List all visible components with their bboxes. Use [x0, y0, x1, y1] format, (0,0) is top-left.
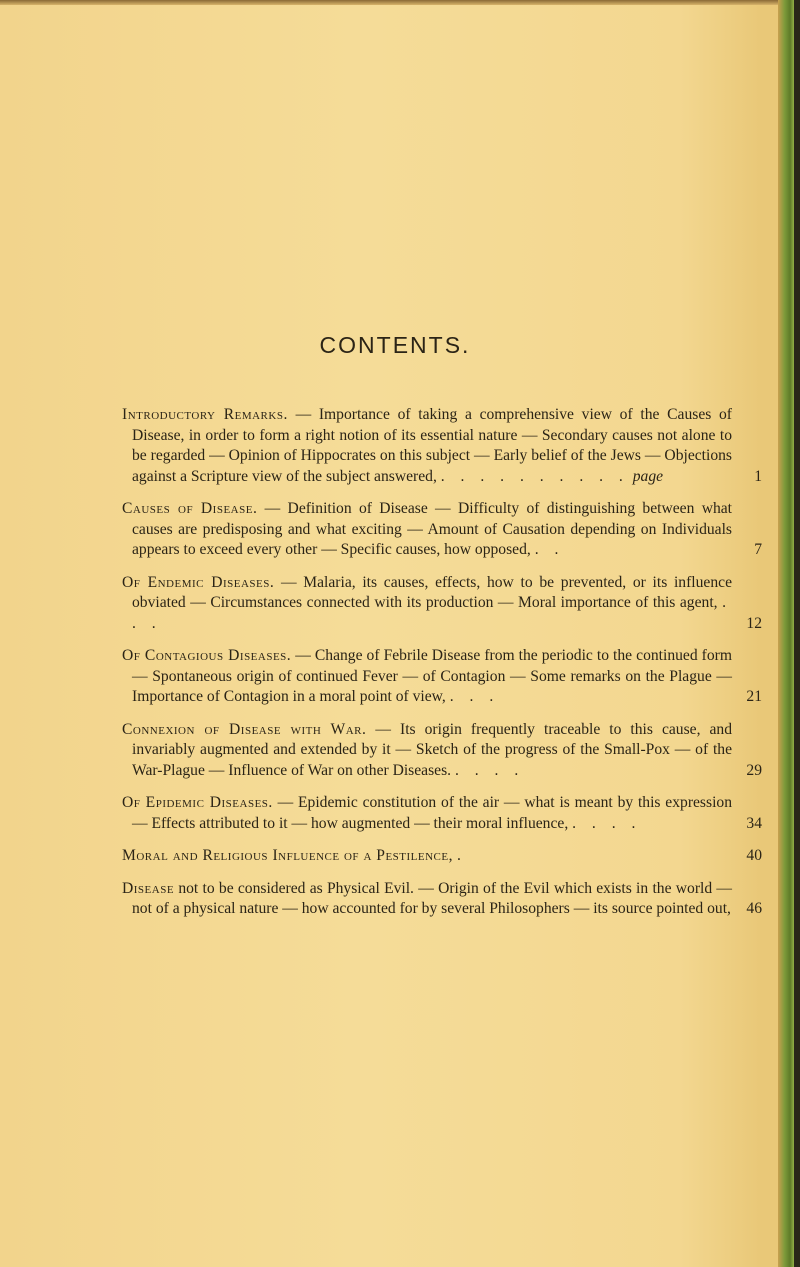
entry-page-number: 34: [746, 814, 762, 832]
entry-page-number: 12: [746, 614, 762, 632]
page-label: page: [632, 467, 664, 485]
entry-page-number: 7: [754, 541, 762, 558]
entry-text: — Importance of taking a comprehensive view of the Causes of Disease, in order to form a right notion of its essential nature — Secondary causes not alone to be regarded — Opinion of Hippocrates on this subject — Early belief of the Jews — Objections against a Scripture view of the subject answered,: [132, 406, 733, 485]
leader-dots: . . . .: [454, 761, 525, 779]
entry-text: — Change of Febrile Disease from the periodic to the continued form — Spontaneous origin of continued Fever — of Contagion — Some remarks on the Plague — Importance of Contagion in a moral point of view,: [132, 647, 732, 705]
entry-text: — Epidemic constitution of the air — what is meant by this expression — Effects attributed to it — how augmented — their moral influence,: [132, 794, 732, 832]
entry-heading: Connexion of Disease with War.: [122, 720, 367, 738]
contents-entry: [122, 793, 762, 834]
entry-heading: Of Contagious Diseases.: [122, 647, 292, 664]
entry-text: — Definition of Disease — Difficulty of distinguishing between what causes are predisposing and what exciting — Amount of Causation depending on Individuals appears to exceed every other — Specific causes, how opposed,: [132, 500, 733, 558]
entry-heading: Causes of Disease.: [122, 500, 258, 517]
entry-heading: Of Endemic Diseases.: [122, 573, 275, 591]
page-top-edge: [0, 0, 790, 5]
entry-page-number: 29: [746, 761, 762, 779]
contents-entry: [122, 846, 762, 867]
leader-dots: . . . . . . . . . .: [440, 467, 629, 485]
contents-list: [122, 405, 794, 932]
contents-entry: [122, 879, 762, 920]
leader-dots: . . .: [132, 594, 732, 632]
entry-text: — Malaria, its causes, effects, how to be prevented, or its influence obviated — Circumstances connected with its production — Moral importance of this agent,: [132, 573, 732, 611]
entry-heading: Introductory Remarks.: [122, 406, 288, 423]
book-spine-shadow: [794, 0, 800, 1267]
contents-entry: [122, 405, 762, 487]
entry-page-number: 21: [746, 688, 762, 705]
leader-dots: . .: [534, 541, 565, 558]
page-title: CONTENTS.: [319, 332, 471, 358]
entry-text: — Its origin frequently traceable to this cause, and invariably augmented and extended by it — Sketch of the progress of the Small-Pox — of the War-Plague — Influence of War on other Diseases.: [132, 720, 732, 779]
entry-heading: Of Epidemic Diseases.: [122, 794, 273, 811]
contents-entry: [122, 499, 762, 561]
contents-entry: [122, 573, 762, 635]
entry-page-number: 40: [746, 847, 762, 864]
entry-page-number: 1: [754, 467, 762, 485]
contents-entry: [122, 720, 762, 782]
entry-heading: Moral and Religious Influence of a Pestilence,: [122, 847, 454, 864]
entry-page-number: 46: [746, 900, 762, 917]
entry-text: not to be considered as Physical Evil. — Origin of the Evil which exists in the world — not of a physical nature — how accounted for by several Philosophers — its source pointed out,: [132, 879, 732, 917]
leader-dots: . . .: [449, 688, 500, 705]
contents-entry: [122, 646, 762, 708]
entry-heading: Disease: [122, 879, 175, 897]
leader-dots: .: [456, 847, 467, 864]
leader-dots: . . . .: [572, 814, 642, 832]
